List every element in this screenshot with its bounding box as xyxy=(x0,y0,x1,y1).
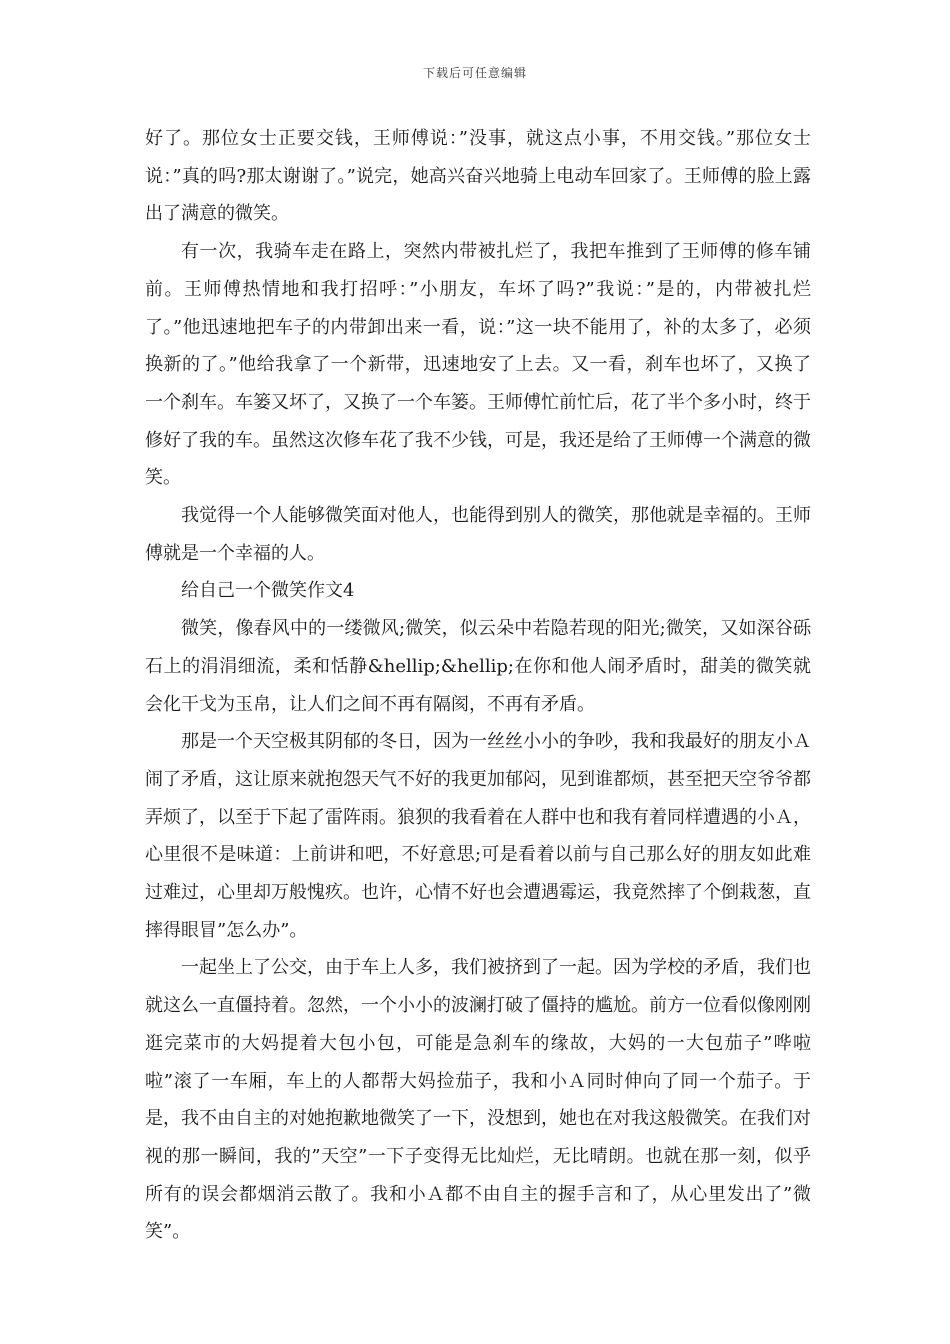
paragraph-conclusion: 我觉得一个人能够微笑面对他人，也能得到别人的微笑，那他就是幸福的。王师傅就是一个幸福的人。 xyxy=(145,505,811,564)
paragraph-winter-day: 那是一个天空极其阴郁的冬日，因为一丝丝小小的争吵，我和我最好的朋友小Ａ闹了矛盾，这让原来就抱怨天气不好的我更加郁闷，见到谁都烦，甚至把天空爷爷都弄烦了，以至于下起了雷阵雨。狼狈的我看着在人群中也和我有着同样遭遇的小Ａ，心里很不是味道：上前讲和吧，不好意思;可是看着以前与自己那么好的朋友如此难过难过，心里却万般愧疚。也许，心情不好也会遭遇霉运，我竟然摔了个倒栽葱，直摔得眼冒”怎么办”。 xyxy=(145,731,811,941)
section-title: 给自己一个微笑作文4 xyxy=(181,580,355,602)
document-body xyxy=(145,120,811,1251)
paragraph-continuation: 好了。那位女士正要交钱，王师傅说：”没事，就这点小事，不用交钱。”那位女士说：”真的吗?那太谢谢了。”说完，她高兴奋兴地骑上电动车回家了。王师傅的脸上露出了满意的微笑。 xyxy=(145,128,811,225)
paragraph-bus-story: 一起坐上了公交，由于车上人多，我们被挤到了一起。因为学校的矛盾，我们也就这么一直僵持着。忽然，一个小小的波澜打破了僵持的尴尬。前方一位看似像刚刚逛完菜市的大妈提着大包小包，可能是急刹车的缘故，大妈的一大包茄子”哗啦啦”滚了一车厢，车上的人都帮大妈捡茄子，我和小Ａ同时伸向了同一个茄子。于是，我不由自主的对她抱歉地微笑了一下，没想到，她也在对我这般微笑。在我们对视的那一瞬间，我的”天空”一下子变得无比灿烂，无比晴朗。也就在那一刻，似乎所有的误会都烟消云散了。我和小Ａ都不由自主的握手言和了，从心里发出了”微笑”。 xyxy=(145,957,811,1243)
paragraph-repair-story: 有一次，我骑车走在路上，突然内带被扎烂了，我把车推到了王师傅的修车铺前。王师傅热情地和我打招呼：”小朋友，车坏了吗?”我说：”是的，内带被扎烂了。”他迅速地把车子的内带卸出来一看，说：”这一块不能用了，补的太多了，必须换新的了。”他给我拿了一个新带，迅速地安了上去。又一看，刹车也坏了，又换了一个刹车。车篓又坏了，又换了一个车篓。王师傅忙前忙后，花了半个多小时，终于修好了我的车。虽然这次修车花了我不少钱，可是，我还是给了王师傅一个满意的微笑。 xyxy=(145,241,811,489)
paragraph-smile-intro: 微笑，像春风中的一缕微风;微笑，似云朵中若隐若现的阳光;微笑，又如深谷砾石上的涓涓细流，柔和恬静&hellip;&hellip;在你和他人闹矛盾时，甜美的微笑就会化干戈为玉帛，让人们之间不再有隔阂，不再有矛盾。 xyxy=(145,618,811,715)
page-header: 下载后可任意编辑 xyxy=(422,66,527,80)
